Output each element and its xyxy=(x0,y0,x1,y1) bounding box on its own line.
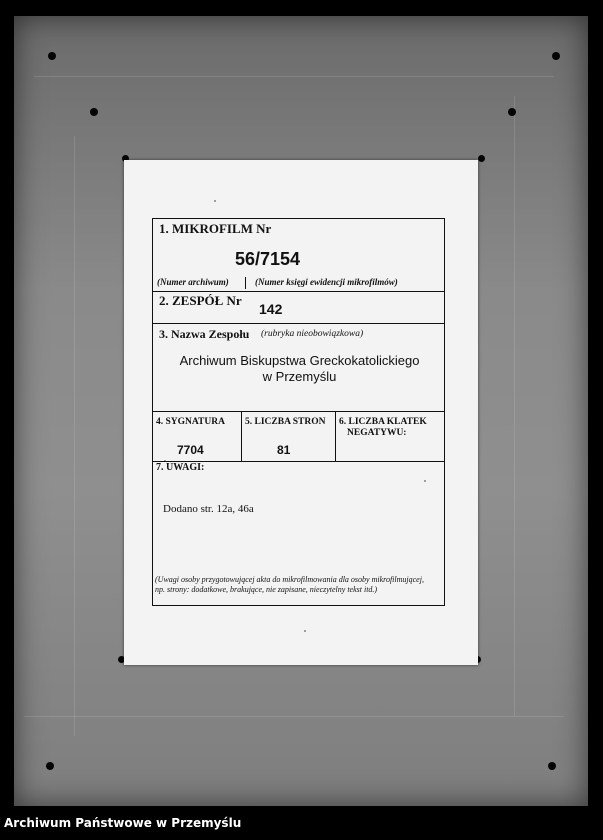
liczba-stron-label: 5. LICZBA STRON xyxy=(245,417,326,427)
uwagi-note-line1: (Uwagi osoby przygotowującej akta do mikrofilmowania dla osoby mikrofilmującej, xyxy=(155,575,424,584)
separator xyxy=(245,277,246,289)
clip-hole xyxy=(508,108,516,116)
scratch-line xyxy=(24,716,564,717)
row-divider xyxy=(153,323,444,324)
liczba-klatek-label-line2: NEGATYWU: xyxy=(347,428,407,438)
uwagi-text: Dodano str. 12a, 46a xyxy=(163,503,254,515)
microfilm-form xyxy=(152,218,445,606)
nazwa-value-line2: w Przemyślu xyxy=(262,369,337,384)
nazwa-value-line1: Archiwum Biskupstwa Greckokatolickiego xyxy=(179,353,420,368)
clip-hole xyxy=(552,52,560,60)
scratch-line xyxy=(74,136,75,736)
clip-hole xyxy=(90,108,98,116)
clip-hole xyxy=(46,762,54,770)
uwagi-note-line2: np. strony: dodatkowe, brakujące, nie zapisane, nieczytelny tekst itd.) xyxy=(155,585,378,594)
clip-hole xyxy=(48,52,56,60)
nazwa-label: 3. Nazwa Zespołu xyxy=(159,327,250,341)
column-divider xyxy=(335,411,336,461)
zespol-number: 142 xyxy=(259,301,283,317)
uwagi-label: 7. UWAGI: xyxy=(156,462,205,473)
numer-ksiegi-label: (Numer księgi ewidencji mikrofilmów) xyxy=(255,277,398,287)
row-divider xyxy=(153,291,444,292)
sygnatura-value: 7704 xyxy=(177,443,204,457)
liczba-klatek-label-line1: 6. LICZBA KLATEK xyxy=(339,417,427,427)
footer-credit: Archiwum Państwowe w Przemyślu xyxy=(4,816,242,830)
clip-hole xyxy=(548,762,556,770)
clip-hole xyxy=(478,155,485,162)
row-divider xyxy=(153,411,444,412)
mikrofilm-label: 1. MIKROFILM Nr xyxy=(159,221,272,236)
liczba-stron-value: 81 xyxy=(277,443,291,457)
column-divider xyxy=(241,411,242,461)
numer-archiwum-label: (Numer archiwum) xyxy=(157,277,229,287)
speck xyxy=(214,200,216,202)
scratch-line xyxy=(34,76,554,77)
nazwa-note: (rubryka nieobowiązkowa) xyxy=(261,329,364,339)
mikrofilm-number: 56/7154 xyxy=(235,249,301,269)
speck xyxy=(304,630,306,632)
zespol-label: 2. ZESPÓŁ Nr xyxy=(159,293,242,308)
scratch-line xyxy=(514,96,515,716)
sygnatura-label: 4. SYGNATURA xyxy=(156,417,225,427)
